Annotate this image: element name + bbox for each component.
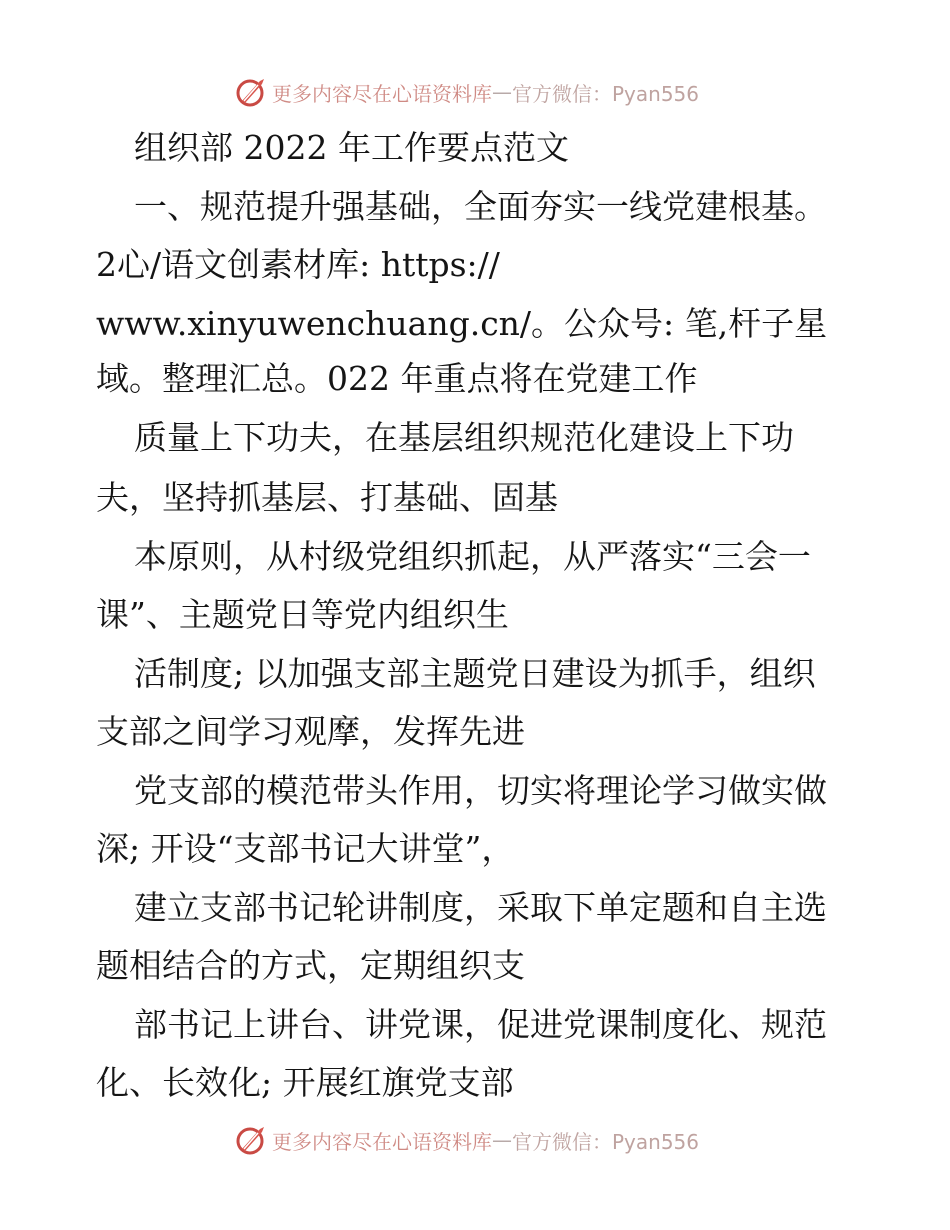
text-line: 课”、主题党日等党内组织生 [96,595,509,634]
text-line: 域。整理汇总。022 年重点将在党建工作 [96,359,698,398]
document-title: 组织部 2022 年工作要点范文 [134,128,569,167]
text-line: 党支部的模范带头作用，切实将理论学习做实做 [134,771,827,810]
text-line: 题相结合的方式，定期组织支 [96,946,525,985]
watermark-contact-text: 官方微信：Pyan556 [512,81,700,106]
text-line: 支部之间学习观摩，发挥先进 [96,712,525,751]
watermark-contact-text: 官方微信：Pyan556 [512,1129,700,1154]
text-line: 部书记上讲台、讲党课，促进党课制度化、规范 [134,1005,827,1044]
quill-pen-logo-icon [234,1123,268,1157]
watermark-separator: — [492,1128,512,1152]
watermark-brand-text: 更多内容尽在心语资料库 [272,81,492,106]
text-line: www.xinyuwenchuang.cn/。公众号: 笔,杆子星 [96,304,828,343]
text-line: 本原则，从村级党组织抓起，从严落实“三会一 [134,537,811,576]
footer-watermark [234,1120,754,1160]
text-line: 夫，坚持抓基层、打基础、固基 [96,478,558,517]
text-line: 2心/语文创素材库: https:// [96,245,500,284]
text-line: 化、长效化; 开展红旗党支部 [96,1063,514,1102]
text-line: 深; 开设“支部书记大讲堂”， [96,829,515,868]
watermark-brand-text: 更多内容尽在心语资料库 [272,1129,492,1154]
text-line: 活制度; 以加强支部主题党日建设为抓手，组织 [134,654,816,693]
watermark-separator: — [492,80,512,104]
section-heading: 一、规范提升强基础，全面夯实一线党建根基。 [134,187,827,226]
text-line: 质量上下功夫，在基层组织规范化建设上下功 [134,418,794,457]
text-line: 建立支部书记轮讲制度，采取下单定题和自主选 [134,888,827,927]
